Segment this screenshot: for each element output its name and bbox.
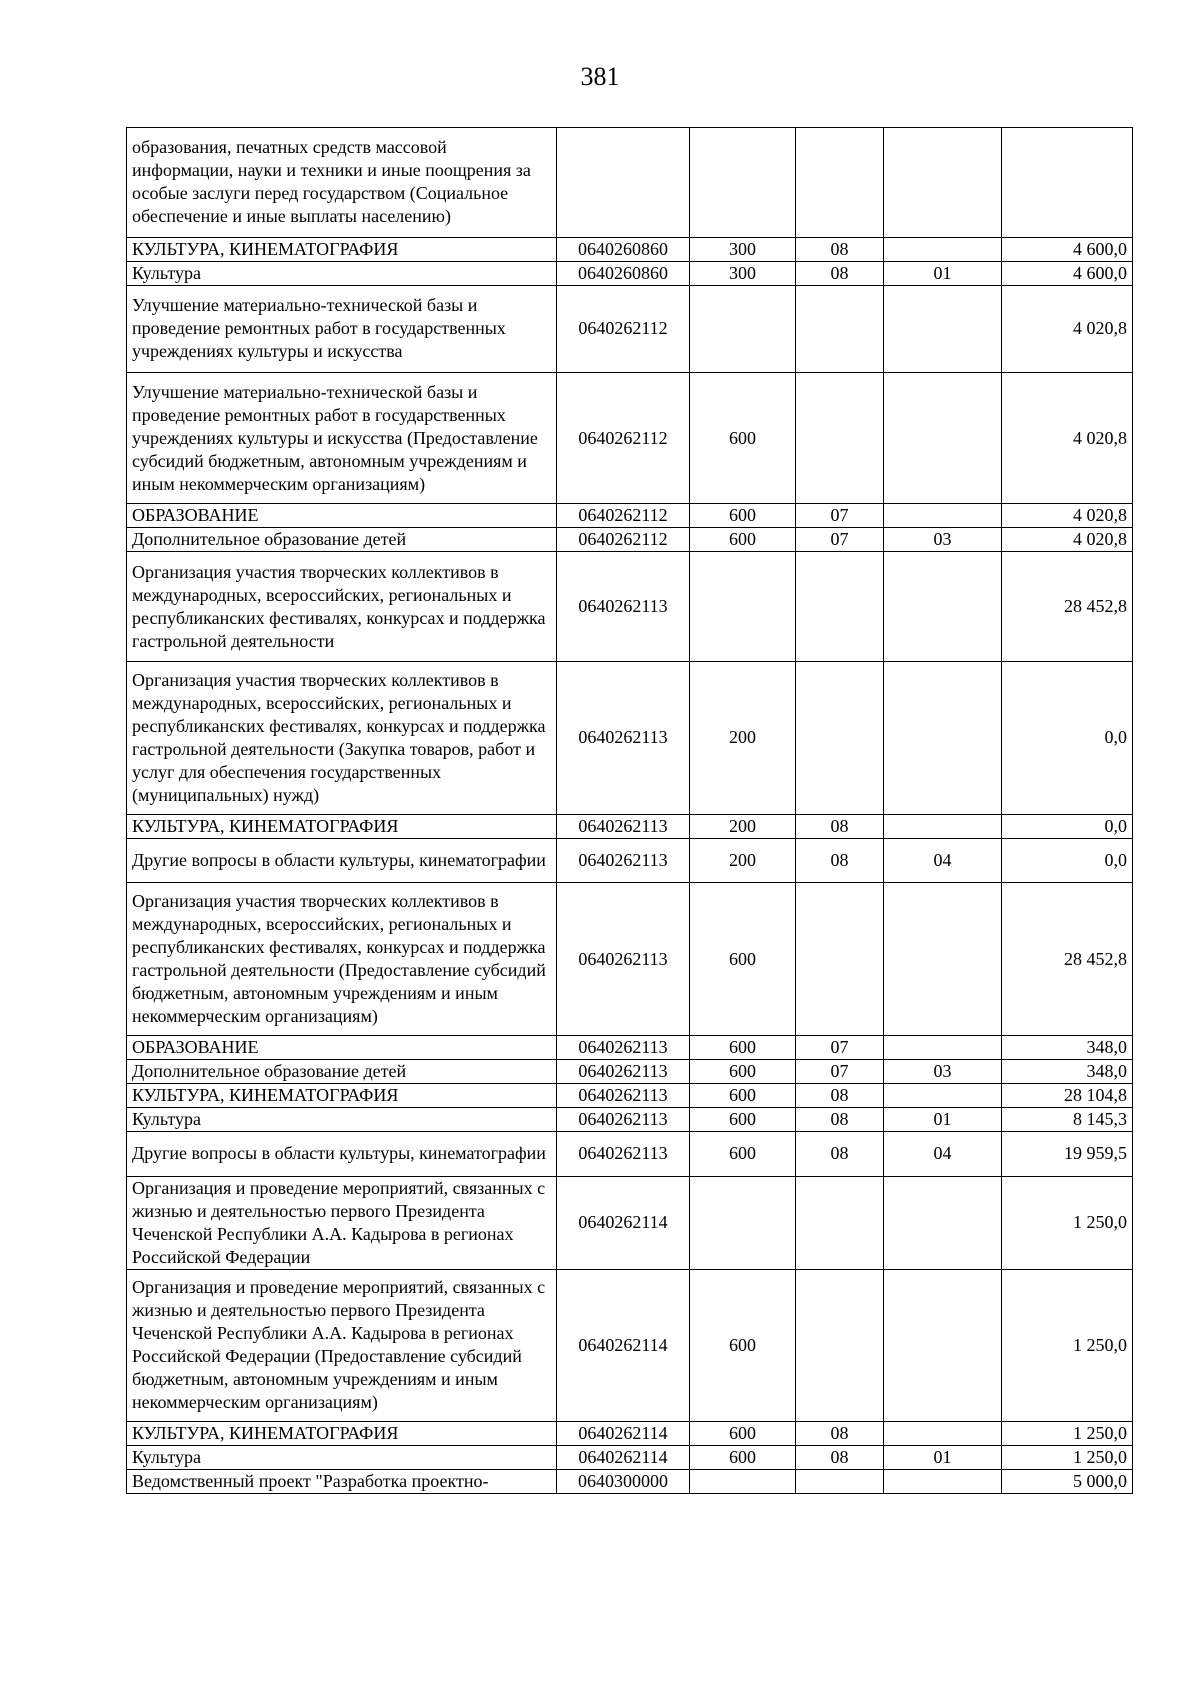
expense-type-cell [690, 128, 796, 238]
subsection-cell [884, 661, 1002, 814]
expense-type-cell: 600 [690, 1060, 796, 1084]
section-cell: 08 [796, 1446, 884, 1470]
amount-cell: 348,0 [1002, 1060, 1133, 1084]
row-name-cell: Другие вопросы в области культуры, кинематографии [127, 838, 557, 882]
table-row [127, 261, 1133, 285]
table-row [127, 1132, 1133, 1176]
subsection-cell [884, 237, 1002, 261]
row-name-cell: Культура [127, 1446, 557, 1470]
table-row [127, 504, 1133, 528]
section-cell: 08 [796, 261, 884, 285]
expense-type-cell: 600 [690, 1269, 796, 1422]
table-row [127, 528, 1133, 552]
row-name-cell: Улучшение материально-технической базы и проведение ремонтных работ в государственных учреждениях культуры и искусства [127, 285, 557, 373]
expense-type-cell: 600 [690, 1108, 796, 1132]
amount-cell: 19 959,5 [1002, 1132, 1133, 1176]
row-name-cell: Дополнительное образование детей [127, 1060, 557, 1084]
row-name-cell: ОБРАЗОВАНИЕ [127, 504, 557, 528]
section-cell [796, 883, 884, 1036]
row-name-cell: КУЛЬТУРА, КИНЕМАТОГРАФИЯ [127, 1084, 557, 1108]
expense-type-cell: 600 [690, 528, 796, 552]
table-row [127, 1422, 1133, 1446]
subsection-cell [884, 1269, 1002, 1422]
amount-cell: 5 000,0 [1002, 1470, 1133, 1494]
table-row [127, 1036, 1133, 1060]
target-article-code-cell: 0640262113 [557, 1036, 690, 1060]
row-name-cell: Организация участия творческих коллективов в международных, всероссийских, региональных и республиканских фестивалях, конкурсах и поддержка гастрольной деятельности [127, 552, 557, 662]
expense-type-cell: 600 [690, 1422, 796, 1446]
amount-cell: 1 250,0 [1002, 1269, 1133, 1422]
amount-cell: 28 452,8 [1002, 883, 1133, 1036]
amount-cell: 348,0 [1002, 1036, 1133, 1060]
target-article-code-cell [557, 128, 690, 238]
row-name-cell: Ведомственный проект "Разработка проектно- [127, 1470, 557, 1494]
target-article-code-cell: 0640262113 [557, 1132, 690, 1176]
budget-table-body [127, 128, 1133, 1494]
table-row [127, 883, 1133, 1036]
target-article-code-cell: 0640262113 [557, 814, 690, 838]
expense-type-cell: 200 [690, 838, 796, 882]
amount-cell: 1 250,0 [1002, 1422, 1133, 1446]
subsection-cell [884, 1084, 1002, 1108]
expense-type-cell: 600 [690, 1132, 796, 1176]
expense-type-cell: 600 [690, 1084, 796, 1108]
target-article-code-cell: 0640262114 [557, 1269, 690, 1422]
expense-type-cell: 200 [690, 814, 796, 838]
table-row [127, 838, 1133, 882]
amount-cell: 4 600,0 [1002, 237, 1133, 261]
subsection-cell [884, 285, 1002, 373]
amount-cell: 8 145,3 [1002, 1108, 1133, 1132]
expense-type-cell: 600 [690, 1446, 796, 1470]
expense-type-cell: 600 [690, 883, 796, 1036]
amount-cell: 4 020,8 [1002, 528, 1133, 552]
section-cell: 07 [796, 1036, 884, 1060]
section-cell [796, 1269, 884, 1422]
expense-type-cell: 600 [690, 504, 796, 528]
subsection-cell: 04 [884, 838, 1002, 882]
row-name-cell: КУЛЬТУРА, КИНЕМАТОГРАФИЯ [127, 814, 557, 838]
amount-cell: 1 250,0 [1002, 1176, 1133, 1269]
section-cell [796, 128, 884, 238]
subsection-cell [884, 1036, 1002, 1060]
target-article-code-cell: 0640262113 [557, 552, 690, 662]
amount-cell: 0,0 [1002, 814, 1133, 838]
subsection-cell: 01 [884, 1446, 1002, 1470]
target-article-code-cell: 0640300000 [557, 1470, 690, 1494]
subsection-cell [884, 552, 1002, 662]
expense-type-cell [690, 1470, 796, 1494]
table-row [127, 1446, 1133, 1470]
table-row [127, 237, 1133, 261]
target-article-code-cell: 0640262114 [557, 1446, 690, 1470]
target-article-code-cell: 0640262113 [557, 1084, 690, 1108]
target-article-code-cell: 0640262113 [557, 838, 690, 882]
expense-type-cell: 600 [690, 373, 796, 504]
target-article-code-cell: 0640260860 [557, 237, 690, 261]
subsection-cell [884, 1470, 1002, 1494]
section-cell: 08 [796, 237, 884, 261]
section-cell [796, 1176, 884, 1269]
table-row [127, 373, 1133, 504]
subsection-cell [884, 504, 1002, 528]
row-name-cell: Организация и проведение мероприятий, связанных с жизнью и деятельностью первого Президента Чеченской Республики А.А. Кадырова в регионах Российской Федерации (Предоставление субсидий бюджетным, автономным учреждениям и иным некоммерческим организациям) [127, 1269, 557, 1422]
target-article-code-cell: 0640262112 [557, 285, 690, 373]
target-article-code-cell: 0640262113 [557, 1108, 690, 1132]
row-name-cell: Культура [127, 1108, 557, 1132]
expense-type-cell [690, 1176, 796, 1269]
row-name-cell: КУЛЬТУРА, КИНЕМАТОГРАФИЯ [127, 1422, 557, 1446]
target-article-code-cell: 0640262113 [557, 883, 690, 1036]
amount-cell: 28 104,8 [1002, 1084, 1133, 1108]
target-article-code-cell: 0640262113 [557, 661, 690, 814]
table-row [127, 285, 1133, 373]
section-cell: 07 [796, 504, 884, 528]
table-row [127, 552, 1133, 662]
target-article-code-cell: 0640262112 [557, 373, 690, 504]
section-cell: 08 [796, 1084, 884, 1108]
target-article-code-cell: 0640262114 [557, 1176, 690, 1269]
subsection-cell: 04 [884, 1132, 1002, 1176]
target-article-code-cell: 0640262112 [557, 504, 690, 528]
section-cell: 07 [796, 1060, 884, 1084]
amount-cell: 0,0 [1002, 661, 1133, 814]
subsection-cell: 03 [884, 1060, 1002, 1084]
row-name-cell: КУЛЬТУРА, КИНЕМАТОГРАФИЯ [127, 237, 557, 261]
target-article-code-cell: 0640260860 [557, 261, 690, 285]
table-row [127, 1108, 1133, 1132]
table-row [127, 1176, 1133, 1269]
row-name-cell: ОБРАЗОВАНИЕ [127, 1036, 557, 1060]
expense-type-cell: 600 [690, 1036, 796, 1060]
section-cell [796, 661, 884, 814]
table-row [127, 1060, 1133, 1084]
table-row [127, 1084, 1133, 1108]
subsection-cell [884, 883, 1002, 1036]
amount-cell [1002, 128, 1133, 238]
table-row [127, 814, 1133, 838]
target-article-code-cell: 0640262113 [557, 1060, 690, 1084]
expense-type-cell: 300 [690, 261, 796, 285]
table-row [127, 128, 1133, 238]
row-name-cell: образования, печатных средств массовой информации, науки и техники и иные поощрения за особые заслуги перед государством (Социальное обеспечение и иные выплаты населению) [127, 128, 557, 238]
expense-type-cell: 200 [690, 661, 796, 814]
amount-cell: 4 600,0 [1002, 261, 1133, 285]
row-name-cell: Организация и проведение мероприятий, связанных с жизнью и деятельностью первого Президента Чеченской Республики А.А. Кадырова в регионах Российской Федерации [127, 1176, 557, 1269]
section-cell [796, 1470, 884, 1494]
section-cell: 08 [796, 1132, 884, 1176]
amount-cell: 4 020,8 [1002, 373, 1133, 504]
subsection-cell: 01 [884, 261, 1002, 285]
amount-cell: 4 020,8 [1002, 504, 1133, 528]
section-cell: 08 [796, 1422, 884, 1446]
table-row [127, 1470, 1133, 1494]
expense-type-cell: 300 [690, 237, 796, 261]
subsection-cell [884, 1176, 1002, 1269]
subsection-cell: 01 [884, 1108, 1002, 1132]
subsection-cell [884, 128, 1002, 238]
amount-cell: 28 452,8 [1002, 552, 1133, 662]
section-cell: 08 [796, 1108, 884, 1132]
amount-cell: 0,0 [1002, 838, 1133, 882]
target-article-code-cell: 0640262114 [557, 1422, 690, 1446]
row-name-cell: Организация участия творческих коллективов в международных, всероссийских, региональных и республиканских фестивалях, конкурсах и поддержка гастрольной деятельности (Предоставление субсидий бюджетным, автономным учреждениям и иным некоммерческим организациям) [127, 883, 557, 1036]
expense-type-cell [690, 285, 796, 373]
expense-type-cell [690, 552, 796, 662]
section-cell: 08 [796, 838, 884, 882]
subsection-cell [884, 1422, 1002, 1446]
row-name-cell: Улучшение материально-технической базы и проведение ремонтных работ в государственных учреждениях культуры и искусства (Предоставление субсидий бюджетным, автономным учреждениям и иным некоммерческим организациям) [127, 373, 557, 504]
target-article-code-cell: 0640262112 [557, 528, 690, 552]
section-cell: 07 [796, 528, 884, 552]
amount-cell: 1 250,0 [1002, 1446, 1133, 1470]
budget-table [126, 127, 1133, 1494]
section-cell [796, 285, 884, 373]
subsection-cell [884, 373, 1002, 504]
section-cell: 08 [796, 814, 884, 838]
table-row [127, 1269, 1133, 1422]
row-name-cell: Культура [127, 261, 557, 285]
subsection-cell: 03 [884, 528, 1002, 552]
table-row [127, 661, 1133, 814]
amount-cell: 4 020,8 [1002, 285, 1133, 373]
row-name-cell: Организация участия творческих коллективов в международных, всероссийских, региональных и республиканских фестивалях, конкурсах и поддержка гастрольной деятельности (Закупка товаров, работ и услуг для обеспечения государственных (муниципальных) нужд) [127, 661, 557, 814]
subsection-cell [884, 814, 1002, 838]
page-number: 381 [580, 62, 620, 91]
row-name-cell: Другие вопросы в области культуры, кинематографии [127, 1132, 557, 1176]
row-name-cell: Дополнительное образование детей [127, 528, 557, 552]
section-cell [796, 373, 884, 504]
section-cell [796, 552, 884, 662]
